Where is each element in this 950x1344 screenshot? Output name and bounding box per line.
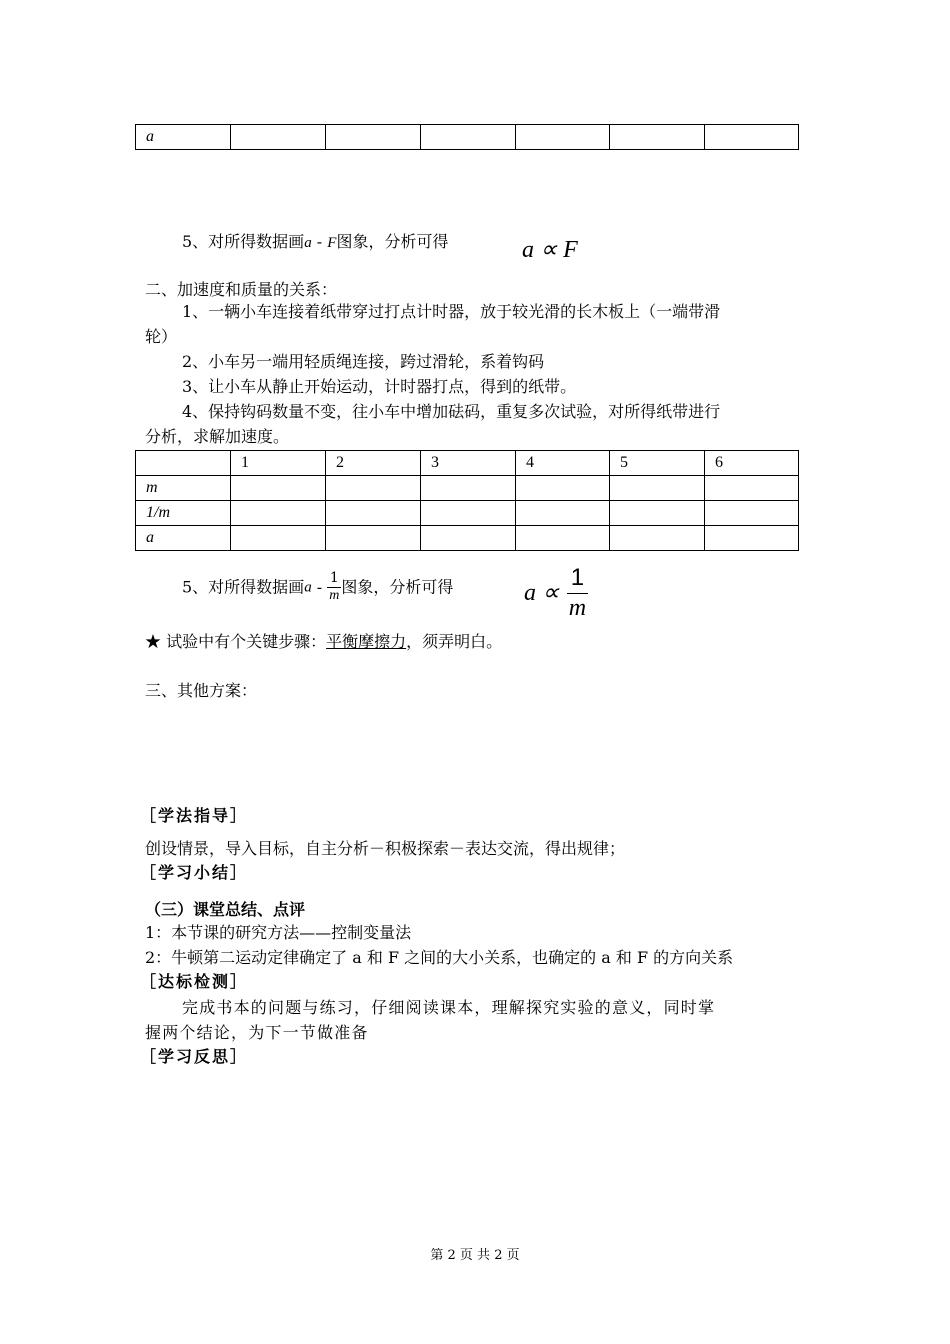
table-cell [421, 501, 516, 526]
row-label-m: m [146, 479, 158, 496]
table-cell [231, 501, 326, 526]
table-row [136, 476, 799, 501]
table-cell [610, 501, 705, 526]
summary-title: ［学习小结］ [140, 863, 249, 882]
table-header-cell: 6 [705, 451, 799, 476]
data-table-mass [135, 450, 799, 551]
table-cell [705, 125, 799, 150]
table-cell [610, 125, 705, 150]
table-cell [705, 526, 799, 551]
summary-item-2: 2：牛顿第二运动定律确定了 a 和 F 之间的大小关系，也确定的 a 和 F 的方向关系 [145, 948, 734, 967]
fraction-numerator: 1 [327, 570, 341, 588]
step5-mid: 图象，分析可得 [341, 577, 454, 597]
step5-force [182, 232, 448, 252]
assessment-title: ［达标检测］ [140, 972, 249, 991]
note-text-before: 试验中有个关键步骤： [161, 632, 327, 651]
step5-mid: 图象，分析可得 [336, 232, 449, 251]
assessment-line-1: 完成书本的问题与练习，仔细阅读课本，理解探究实验的意义，同时掌 [182, 998, 716, 1017]
section2-step4-line1: 4、保持钩码数量不变，往小车中增加砝码，重复多次试验，对所得纸带进行 [182, 402, 721, 421]
table-cell [516, 476, 610, 501]
reflection-title: ［学习反思］ [140, 1047, 249, 1066]
fraction-denominator: m [329, 587, 340, 603]
table-header-cell: 2 [326, 451, 421, 476]
table-cell [326, 526, 421, 551]
table-row [136, 526, 799, 551]
table-cell [231, 125, 326, 150]
result-a-prop-inverse-m [524, 564, 588, 623]
section2-step4-line2: 分析，求解加速度。 [145, 427, 290, 446]
section2-step2: 2、小车另一端用轻质绳连接，跨过滑轮，系着钩码 [182, 352, 545, 371]
note-underlined: 平衡摩擦力 [326, 632, 407, 651]
key-step-note [145, 632, 502, 651]
section2-title: 二、加速度和质量的关系： [145, 280, 338, 299]
method-guide-text: 创设情景，导入目标，自主分析－积极探索－表达交流，得出规律； [145, 839, 626, 858]
result-lhs: a ∝ [524, 579, 560, 606]
table-cell [516, 501, 610, 526]
table-cell [421, 476, 516, 501]
section2-step1-line2: 轮） [145, 327, 178, 346]
table-cell [610, 526, 705, 551]
var-a: a [304, 235, 312, 251]
table-row-label [136, 476, 231, 501]
var-a: a [304, 579, 312, 596]
table-cell [326, 125, 421, 150]
table-header-cell: 3 [421, 451, 516, 476]
row-label-a: a [146, 529, 154, 546]
fraction-one-over-m [327, 570, 341, 605]
table-row [136, 125, 799, 150]
table-header-cell: 1 [231, 451, 326, 476]
row-label-a: a [146, 128, 154, 145]
method-guide-title: ［学法指导］ [140, 806, 249, 825]
table-header-cell: 4 [516, 451, 610, 476]
dash: - [311, 232, 328, 251]
table-cell [231, 526, 326, 551]
step5-prefix: 5、对所得数据画 [182, 232, 305, 251]
var-f: F [327, 235, 337, 251]
result-a-prop-f: a ∝ F [522, 237, 578, 263]
section2-step3: 3、让小车从静止开始运动，计时器打点，得到的纸带。 [182, 377, 577, 396]
page-footer: 第 2 页 共 2 页 [430, 1248, 520, 1263]
table-row-label [136, 125, 231, 150]
table-header-cell [136, 451, 231, 476]
table-header-cell: 5 [610, 451, 705, 476]
table-cell [516, 125, 610, 150]
table-cell [610, 476, 705, 501]
result-numerator: 1 [567, 564, 588, 594]
section3-title: 三、其他方案： [145, 681, 258, 700]
table-row-label [136, 501, 231, 526]
table-header-row [136, 451, 799, 476]
summary-item-1: 1：本节课的研究方法——控制变量法 [145, 923, 412, 942]
step5-prefix: 5、对所得数据画 [182, 577, 305, 597]
dash: - [311, 577, 328, 597]
table-cell [705, 501, 799, 526]
data-table-force [135, 124, 799, 150]
row-label-inverse-m: 1/m [146, 504, 170, 521]
table-cell [326, 476, 421, 501]
assessment-line-2: 握两个结论，为下一节做准备 [145, 1023, 369, 1042]
table-cell [705, 476, 799, 501]
star-icon: ★ [145, 632, 162, 651]
summary-subtitle: （三）课堂总结、点评 [145, 900, 306, 919]
step5-mass [182, 570, 453, 605]
note-text-after: ，须弄明白。 [406, 632, 503, 651]
table-cell [421, 125, 516, 150]
result-denominator: m [568, 594, 587, 621]
table-row [136, 501, 799, 526]
table-cell [326, 501, 421, 526]
table-cell [231, 476, 326, 501]
result-fraction [567, 564, 588, 623]
table-row-label [136, 526, 231, 551]
table-cell [421, 526, 516, 551]
section2-step1-line1: 1、一辆小车连接着纸带穿过打点计时器，放于较光滑的长木板上（一端带滑 [182, 302, 721, 321]
table-cell [516, 526, 610, 551]
